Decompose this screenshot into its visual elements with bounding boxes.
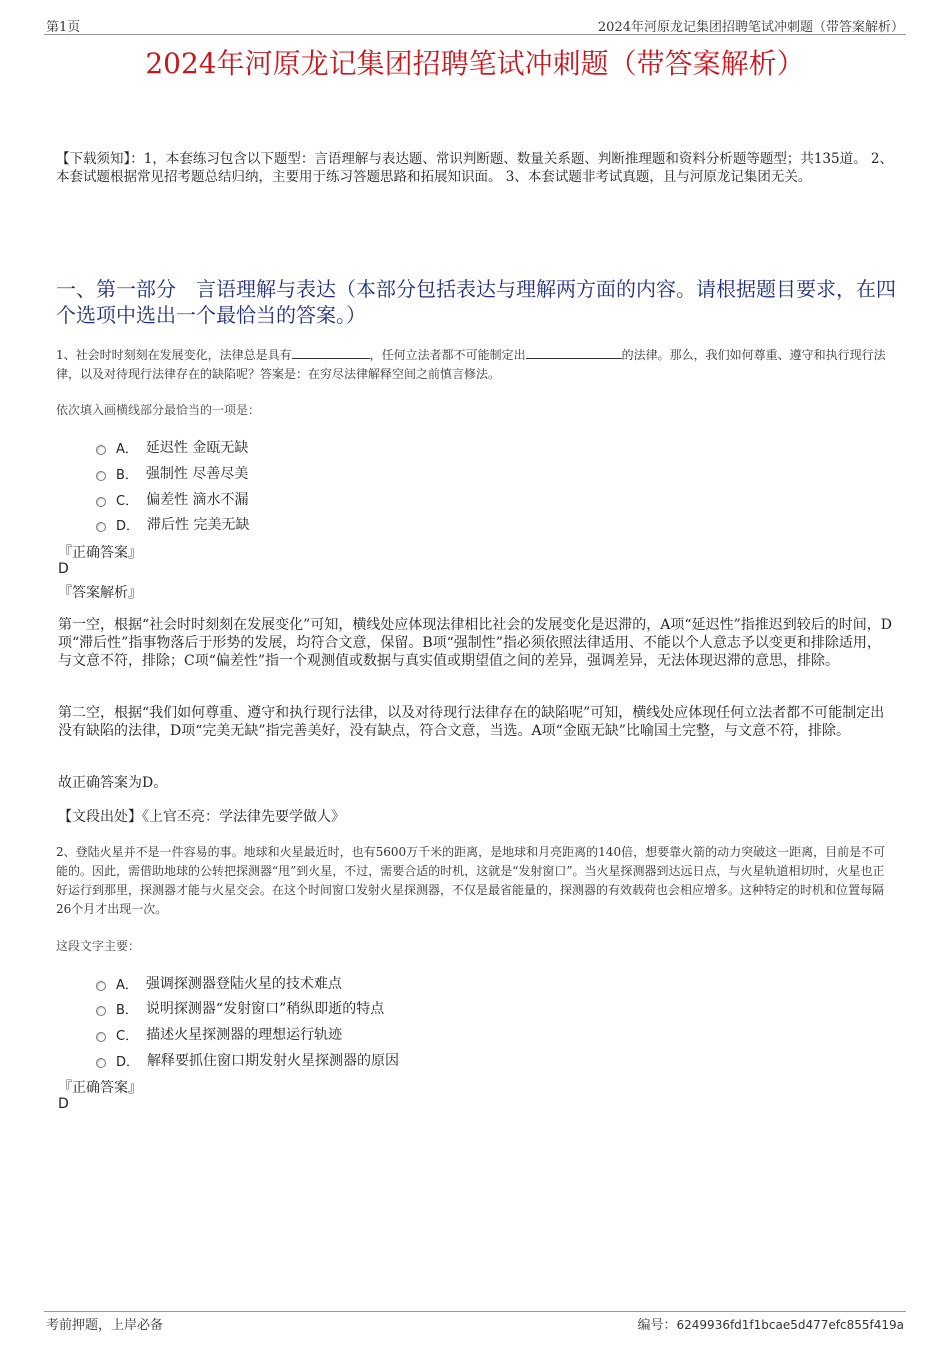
question-1-text-b: ，任何立法者都不可能制定出 [369, 348, 526, 362]
option-letter: A． [116, 977, 138, 993]
header-divider [44, 34, 906, 35]
blank-1 [292, 347, 370, 359]
option-text: 滞后性 完美无缺 [147, 517, 250, 533]
radio-icon[interactable] [96, 1006, 106, 1016]
analysis-label: 『答案解析』 [58, 585, 142, 601]
blank-2 [526, 347, 622, 359]
option-letter: D． [116, 1054, 140, 1070]
option-1b[interactable] [96, 463, 248, 483]
question-1-text [56, 346, 896, 384]
question-2-prompt: 这段文字主要： [56, 939, 141, 953]
answer-value: D [58, 1096, 69, 1112]
analysis-paragraph-2: 第二空，根据“我们如何尊重、遵守和执行现行法律，以及对待现行法律存在的缺陷呢”可知，横线处应体现任何立法者都不可能制定出没有缺陷的法律，D项“完美无缺”指完善美好，没有缺点，符合文意，当选。A项“金瓯无缺”比喻国土完整，与文意不符，排除。 [58, 705, 885, 739]
option-2c[interactable] [96, 1024, 342, 1044]
option-text: 说明探测器“发射窗口”稍纵即逝的特点 [145, 1001, 385, 1017]
option-1d[interactable] [96, 514, 249, 534]
analysis-conclusion: 故正确答案为D。 [58, 775, 168, 791]
answer-label: 『正确答案』 [58, 1080, 142, 1096]
option-text: 延迟性 金瓯无缺 [145, 440, 249, 456]
option-letter: C． [116, 1028, 139, 1044]
page-title: 2024年河原龙记集团招聘笔试冲刺题（带答案解析） [145, 47, 805, 80]
option-letter: B． [116, 1002, 138, 1018]
question-1-text-c: 的法律。那么，我们如何尊重、遵守和执行现行法律，以及对待现行法律存在的缺陷呢？答案是：在穷尽法律解释空间之前慎言修法。 [56, 348, 886, 381]
option-letter: C． [116, 493, 139, 509]
download-notice: 【下载须知】：1，本套练习包含以下题型：言语理解与表达题、常识判断题、数量关系题、判断推理题和资料分析题等题型；共135道。 2、本套试题根据常见招考题总结归纳，主要用于练习答题思路和拓展知识面。 3、本套试题非考试真题，且与河原龙记集团无关。 [56, 151, 893, 185]
option-1a[interactable] [96, 437, 248, 457]
option-letter: A． [116, 441, 138, 457]
answer-label: 『正确答案』 [58, 545, 142, 561]
option-1c[interactable] [96, 489, 249, 509]
analysis-paragraph-1: 第一空，根据“社会时时刻刻在发展变化”可知，横线处应体现法律相比社会的发展变化是迟滞的，A项“延迟性”指推迟到较后的时间，D项“滞后性”指事物落后于形势的发展，均符合文意，保留。B项“强制性”指必须依照法律适用、不能以个人意志予以变更和排除适用，与文意不符，排除；C项“偏差性”指一个观测值或数据与真实值或期望值之间的差异，强调差异，无法体现迟滞的意思，排除。 [58, 617, 892, 669]
radio-icon[interactable] [96, 497, 106, 507]
answer-value: D [58, 561, 69, 577]
radio-icon[interactable] [96, 1058, 106, 1068]
option-2a[interactable] [96, 973, 342, 993]
option-text: 强制性 尽善尽美 [145, 466, 249, 482]
radio-icon[interactable] [96, 981, 106, 991]
header-doc-title: 2024年河原龙记集团招聘笔试冲刺题（带答案解析） [597, 20, 904, 35]
radio-icon[interactable] [96, 471, 106, 481]
doc-code-value: 6249936fd1f1bcae5d477efc855f419a [676, 1318, 904, 1332]
option-letter: B． [116, 467, 138, 483]
option-2d[interactable] [96, 1050, 399, 1070]
option-text: 解释要抓住窗口期发射火星探测器的原因 [147, 1053, 400, 1069]
footer-slogan: 考前押题，上岸必备 [46, 1318, 164, 1333]
option-letter: D． [116, 518, 140, 534]
option-2b[interactable] [96, 998, 384, 1018]
footer-doc-code [638, 1314, 905, 1333]
option-text: 描述火星探测器的理想运行轨迹 [146, 1027, 343, 1043]
option-text: 偏差性 滴水不漏 [146, 492, 249, 508]
doc-code-label: 编号： [637, 1318, 677, 1333]
footer-divider [44, 1311, 906, 1312]
section-heading: 一、第一部分 言语理解与表达（本部分包括表达与理解两方面的内容。请根据题目要求，在四个选项中选出一个最恰当的答案。） [56, 277, 896, 327]
question-1-prompt: 依次填入画横线部分最恰当的一项是： [56, 403, 261, 417]
source-citation: 【文段出处】《上官丕亮：学法律先要学做人》 [58, 809, 345, 825]
option-text: 强调探测器登陆火星的技术难点 [145, 976, 342, 992]
question-2-text: 2、登陆火星并不是一件容易的事。地球和火星最近时，也有5600万千米的距离，是地球和月亮距离的140倍，想要靠火箭的动力突破这一距离，目前是不可能的。因此，需借助地球的公转把探测器“甩”到火星，不过，需要合适的时机，这就是“发射窗口”。当火星探测器到达远日点，与火星轨道相切时，火星也正好运行到那里，探测器才能与火星交会。在这个时间窗口发射火星探测器，不仅是最省能量的，探测器的有效载荷也会相应增多。这种特定的时机和位置每隔26个月才出现一次。 [56, 845, 886, 916]
radio-icon[interactable] [96, 1032, 106, 1042]
radio-icon[interactable] [96, 445, 106, 455]
radio-icon[interactable] [96, 522, 106, 532]
page-number: 第1页 [46, 20, 81, 35]
question-1-text-a: 1、社会时时刻刻在发展变化，法律总是具有 [56, 348, 292, 362]
